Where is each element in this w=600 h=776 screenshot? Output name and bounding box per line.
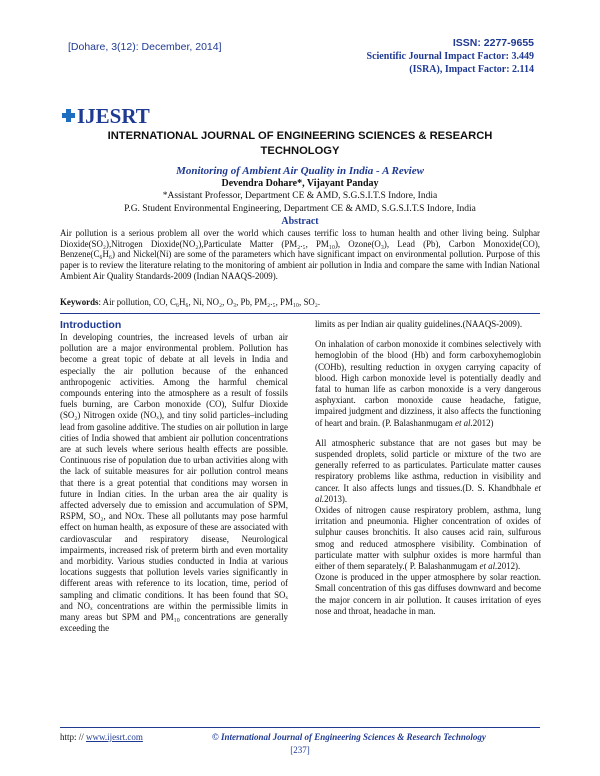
plus-icon — [62, 109, 75, 122]
footer-divider — [60, 727, 540, 728]
paragraph: All atmospheric substance that are not gases but may be suspended droplets, solid particle or mixture of the two are generally referred to as particulates. Particulate matter causes respiratory problems like asthma, reduction in visibility and cancer. It also affects lungs and tissues.(D. S. Khandbhale et al.2013). — [315, 437, 541, 504]
paragraph: On inhalation of carbon monoxide it combines selectively with hemoglobin of the blood (Hb) and form carboxyhemoglobin (COHb), resulting reduction in oxygen carrying capacity of blood. High carbon monoxide level is potentially deadly and fatal to human life as carbon monoxide is a very dangerous asphyxiant. carbon monoxide cause headache, fatigue, impaired judgment and dizziness, it also affects the functioning of heart and brain. (P. Balashanmugam et al.2012) — [315, 339, 541, 428]
affiliation-1: *Assistant Professor, Department CE & AMD, S.G.S.I.T.S Indore, India — [162, 191, 438, 201]
issn: ISSN: 2277-9655 — [452, 37, 534, 49]
keywords-list: : Air pollution, CO, C₆H₆, Ni, NO₂, O₃, Pb, PM₂.₅, PM₁₀, SO₂. — [98, 297, 321, 307]
section-heading: Introduction — [60, 319, 122, 331]
left-column — [60, 332, 288, 634]
paragraph: Oxides of nitrogen cause respiratory problem, asthma, lung irritation and pneumonia. Higher concentration of oxides of sulphur causes bronchitis. It also causes acid rain, sulfurous smog and reduced atmosphere visibility. Combination of particulate matter with sulphur oxides is more harmful than either of them separately.( P. Balashanmugam et al.2012). — [315, 505, 541, 572]
affiliation-2: P.G. Student Environmental Engineering, Department CE & AMD, S.G.S.I.T.S Indore, India — [124, 204, 476, 214]
impact-factor-2: (ISRA), Impact Factor: 2.114 — [409, 64, 534, 75]
abstract-heading: Abstract — [281, 216, 319, 227]
journal-info — [367, 37, 534, 76]
paragraph: Ozone is produced in the upper atmosphere by solar reaction. Small concentration of this gas diffuses downward and become the major concern in air pollution. It causes irritation of eyes nose and throat, headache in man. — [315, 572, 541, 616]
divider — [60, 313, 540, 314]
paper-title: Monitoring of Ambient Air Quality in India - A Review — [176, 165, 424, 177]
logo-text: IJESRT — [77, 104, 150, 128]
footer — [60, 732, 540, 742]
journal-title: INTERNATIONAL JOURNAL OF ENGINEERING SCIENCES & RESEARCH TECHNOLOGY — [107, 130, 493, 157]
copyright: © International Journal of Engineering Sciences & Research Technology — [212, 732, 486, 742]
website-link[interactable]: www.ijesrt.com — [86, 732, 143, 742]
authors: Devendra Dohare*, Vijayant Panday — [221, 178, 379, 189]
paragraph: In developing countries, the increased levels of urban air pollution are a major environmental problem. Pollution has become a great topic of debate at all levels in India and especially the air pollution because of the enhanced anthropogenic activities. Among the harmful chemical compounds entering into the atmosphere as a result of fossils fuels burning, are Carbon monoxide (CO), Sulfur Dioxide (SO₂) Nitrogen oxide (NOₓ), and tiny solid particles–including lead from gasoline additive. The studies on air pollution in large cities of India showed that ambient air pollution concentrations are at such levels where serious health effects are possible. Continuous rise of population due to urban activities along with the lack of suitable measures for air pollution control means that there is a great potential that conditions may worsen in future in Indian cities. In the urban area the air quality is affected adversely due to emission and accumulation of SPM, RSPM, SO₂, and NOx. These all pollutants may pose harmful effect on human health, as exposure of these are associated with cardiovascular and respiratory disease, Neurological impairments, increased risk of preterm birth and even mortality and morbidity. Various studies conducted in India at various locations suggests that pollution levels varies significantly in different areas with reference to its location, time, period of sampling and climatic conditions. It has been found that SOₓ and NOₓ concentrations are within the permissible limits in many areas but SPM and PM₁₀ concentrations are generally exceeding the — [60, 332, 288, 634]
keywords-label: Keywords — [60, 297, 99, 307]
page-number: [237] — [290, 745, 310, 755]
journal-logo — [62, 104, 150, 129]
impact-factor-1: Scientific Journal Impact Factor: 3.449 — [366, 51, 534, 62]
right-column — [315, 319, 541, 617]
keywords — [60, 297, 540, 307]
footer-url-prefix: http: // — [60, 732, 87, 742]
abstract-text: Air pollution is a serious problem all over the world which causes terrific loss to human health and other living being. Sulphar Dioxide(SO₂),Nitrogen Dioxide(NO₂),Particulate Matter (PM₂.₅, PM₁₀), Ozone(O₃), Lead (Pb), Carbon Monoxide(CO), Benzene(C₆H₆) and Nickel(Ni) are some of the parameters which have significant impact on environmental pollution. Purpose of this paper is to review the literature relating to the monitoring of ambient air pollution in India and compare the same with Indian National Ambient Air Quality Standards-2009 (Indian NAAQS-2009). — [60, 228, 540, 281]
citation: [Dohare, 3(12): December, 2014] — [68, 41, 222, 53]
paragraph: limits as per Indian air quality guidelines.(NAAQS-2009). — [315, 319, 523, 329]
